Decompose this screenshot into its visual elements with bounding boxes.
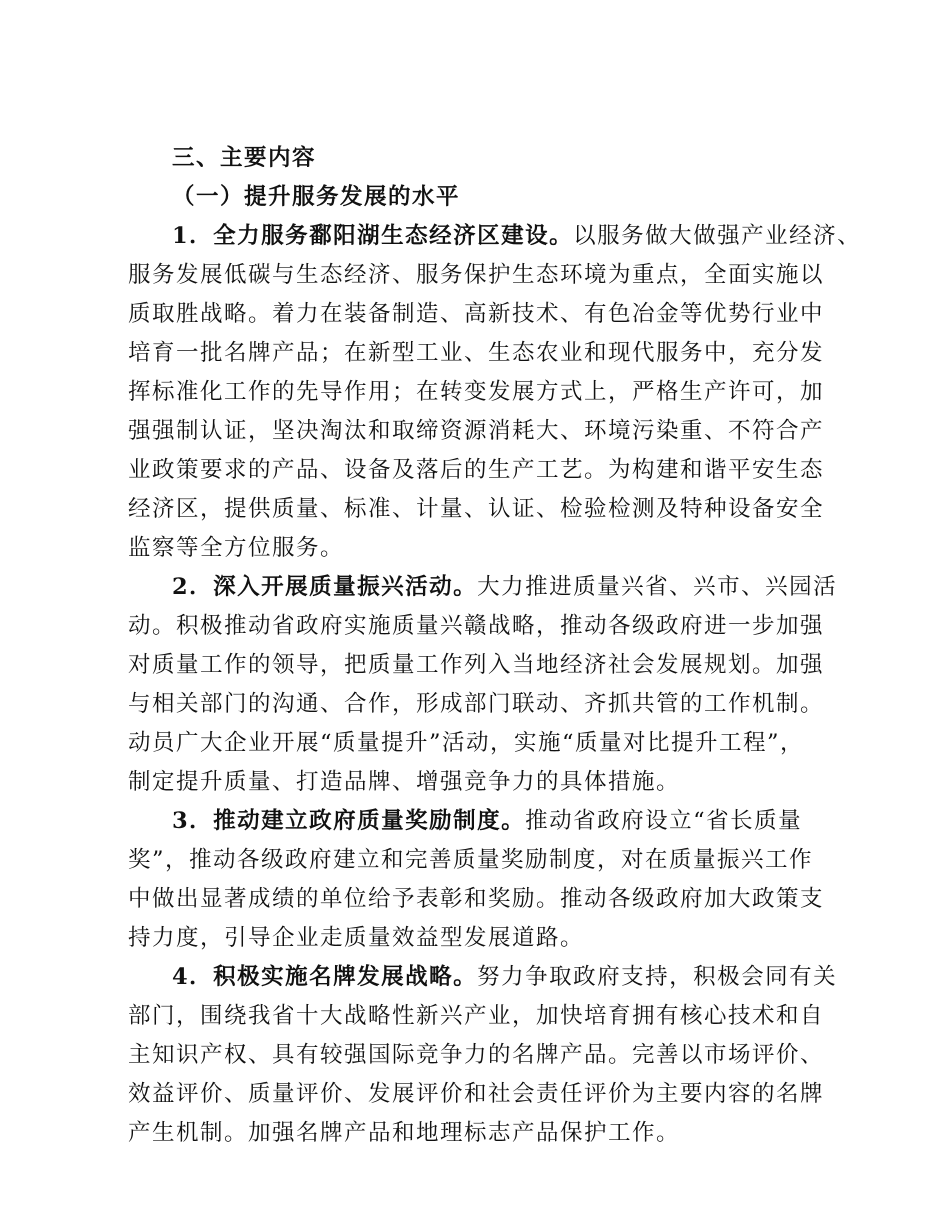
- paragraph-1-text: 以服务做大做强产业经济、: [573, 223, 862, 249]
- paragraph-4-first-line: [172, 960, 837, 994]
- paragraph-2-line: 动员广大企业开展“质量提升”活动，实施“质量对比提升工程”，: [128, 730, 805, 756]
- paragraph-3-line: 持力度，引导企业走质量效益型发展道路。: [128, 925, 585, 951]
- paragraph-2-line: 对质量工作的领导，把质量工作列入当地经济社会发展规划。加强: [128, 652, 825, 678]
- paragraph-1-line: 经济区，提供质量、标准、计量、认证、检验检测及特种设备安全: [128, 496, 825, 522]
- paragraph-4-text: 努力争取政府支持，积极会同有关: [477, 964, 838, 990]
- paragraph-2-line: 与相关部门的沟通、合作，形成部门联动、齐抓共管的工作机制。: [128, 691, 825, 717]
- paragraph-2-text: 大力推进质量兴省、兴市、兴园活: [477, 574, 838, 600]
- paragraph-3-line: 奖”，推动各级政府建立和完善质量奖励制度，对在质量振兴工作: [128, 847, 814, 873]
- paragraph-1-line: 挥标准化工作的先导作用；在转变发展方式上，严格生产许可，加: [128, 379, 825, 405]
- paragraph-1-line: 强强制认证，坚决淘汰和取缔资源消耗大、环境污染重、不符合产: [128, 418, 825, 444]
- paragraph-3-text: 推动省政府设立“省长质量: [525, 808, 803, 834]
- paragraph-1-first-line: [172, 219, 861, 253]
- paragraph-3-title: 3．推动建立政府质量奖励制度。: [172, 808, 526, 834]
- paragraph-3-line: 中做出显著成绩的单位给予表彰和奖励。推动各级政府加大政策支: [128, 886, 825, 912]
- paragraph-4-line: 产生机制。加强名牌产品和地理标志产品保护工作。: [128, 1120, 681, 1146]
- paragraph-1-line: 质取胜战略。着力在装备制造、高新技术、有色冶金等优势行业中: [128, 301, 825, 327]
- paragraph-1-line: 业政策要求的产品、设备及落后的生产工艺。为构建和谐平安生态: [128, 457, 825, 483]
- paragraph-3-first-line: [172, 804, 802, 838]
- paragraph-1-line: 监察等全方位服务。: [128, 535, 345, 561]
- paragraph-1-line: 服务发展低碳与生态经济、服务保护生态环境为重点，全面实施以: [128, 262, 825, 288]
- paragraph-4-line: 部门，围绕我省十大战略性新兴产业，加快培育拥有核心技术和自: [128, 1003, 825, 1029]
- paragraph-2-line: 动。积极推动省政府实施质量兴赣战略，推动各级政府进一步加强: [128, 613, 825, 639]
- paragraph-4-line: 效益评价、质量评价、发展评价和社会责任评价为主要内容的名牌: [128, 1081, 825, 1107]
- paragraph-4-title: 4．积极实施名牌发展战略。: [172, 964, 478, 990]
- paragraph-4-line: 主知识产权、具有较强国际竞争力的名牌产品。完善以市场评价、: [128, 1042, 825, 1068]
- subsection-heading: （一）提升服务发展的水平: [172, 184, 461, 210]
- paragraph-2-line: 制定提升质量、打造品牌、增强竞争力的具体措施。: [128, 769, 681, 795]
- paragraph-2-first-line: [172, 570, 837, 604]
- section-heading: 三、主要内容: [172, 145, 317, 171]
- paragraph-1-line: 培育一批名牌产品；在新型工业、生态农业和现代服务中，充分发: [128, 340, 825, 366]
- paragraph-1-title: 1．全力服务鄱阳湖生态经济区建设。: [172, 223, 574, 249]
- paragraph-2-title: 2．深入开展质量振兴活动。: [172, 574, 478, 600]
